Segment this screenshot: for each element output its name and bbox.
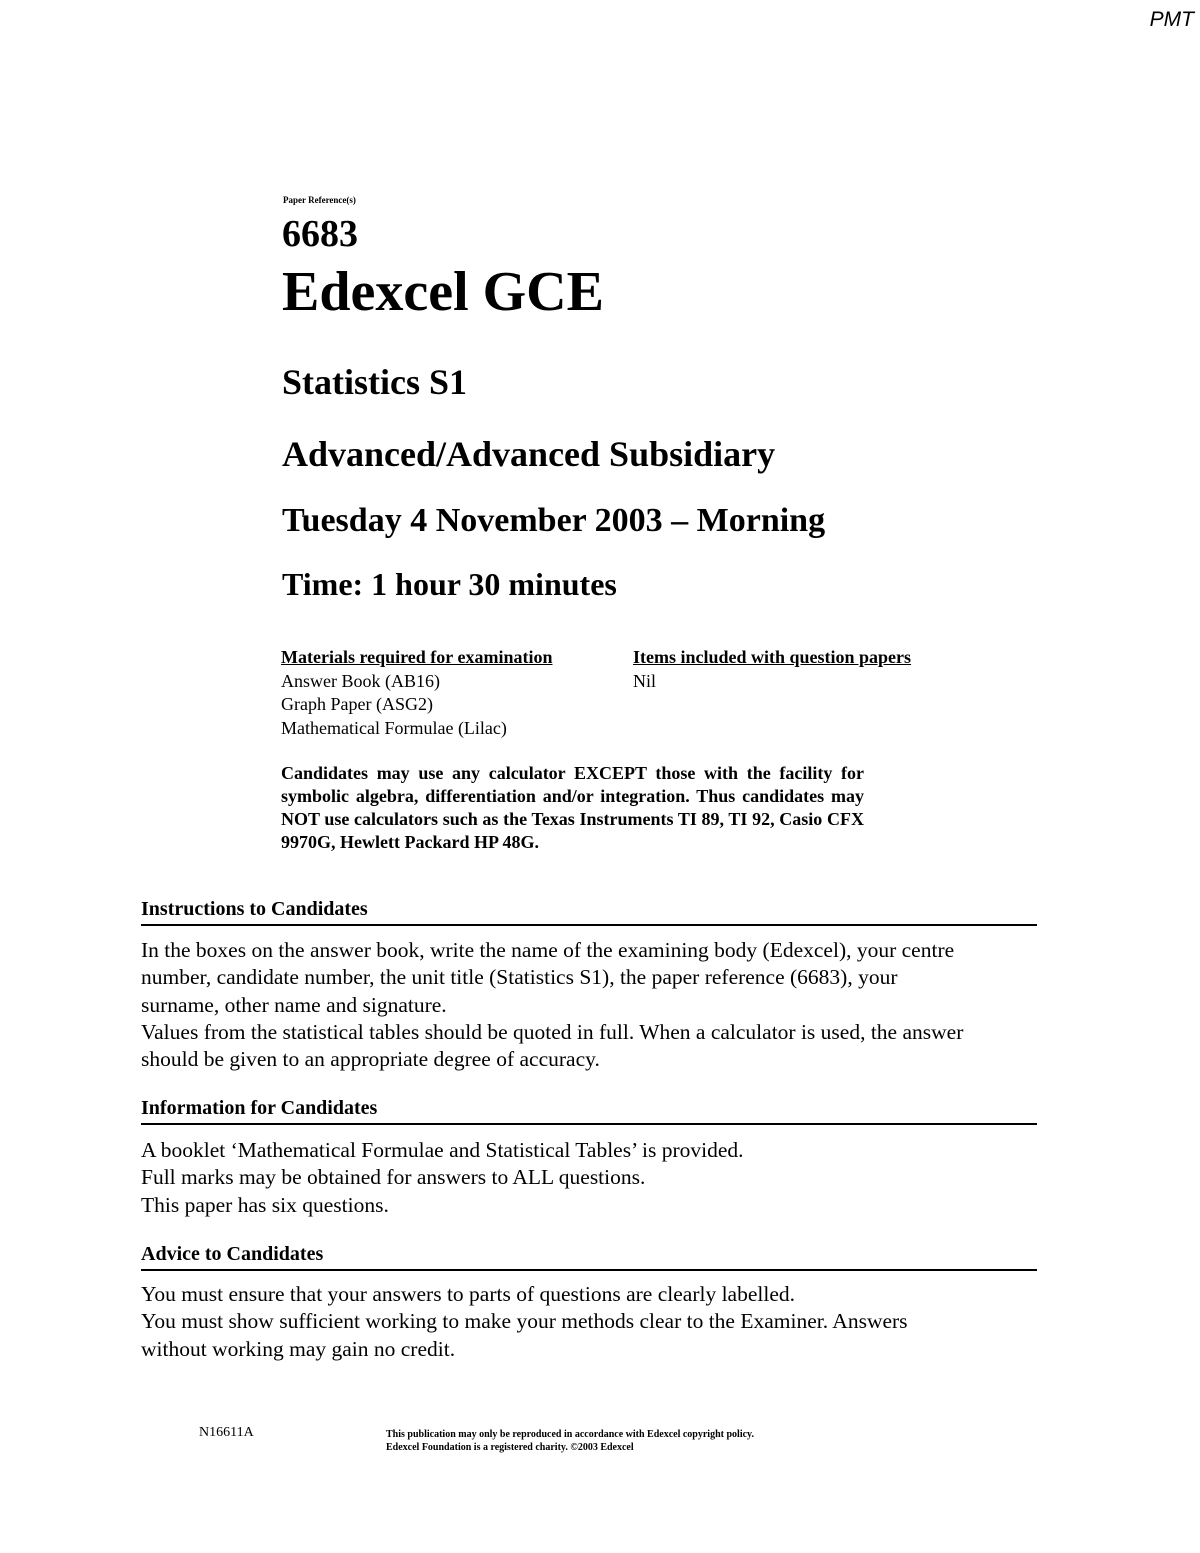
calculator-note: Candidates may use any calculator EXCEPT those with the facility for symbolic algebra, differentiation and/or integration. Thus candidates may NOT use calculators such as the Texas Instruments TI 89, TI 92, Casio CFX 9970G, Hewlett Packard HP 48G. — [281, 763, 864, 852]
exam-duration: Time: 1 hour 30 minutes — [282, 566, 617, 602]
instructions-body — [141, 937, 1051, 1073]
exam-board-title: Edexcel GCE — [282, 261, 604, 323]
items-included-item: Nil — [633, 670, 657, 691]
items-included — [633, 646, 911, 693]
copyright-line: Edexcel Foundation is a registered charity. ©2003 Edexcel — [386, 1442, 634, 1453]
materials-required — [281, 646, 552, 740]
information-body — [141, 1137, 1051, 1219]
advice-body — [141, 1281, 1051, 1363]
paper-code: N16611A — [199, 1425, 254, 1440]
information-line: This paper has six questions. — [141, 1192, 389, 1217]
paper-reference-label: Paper Reference(s) — [283, 195, 356, 205]
instructions-line: In the boxes on the answer book, write the name of the examining body (Edexcel), your centre — [141, 938, 955, 962]
advice-line: without working may gain no credit. — [141, 1336, 456, 1361]
information-heading: Information for Candidates — [141, 1097, 1037, 1125]
instructions-heading: Instructions to Candidates — [141, 898, 1037, 926]
paper-reference-number: 6683 — [282, 213, 358, 255]
instructions-line: number, candidate number, the unit title (Statistics S1), the paper reference (6683), your — [141, 965, 898, 990]
materials-heading: Materials required for examination — [281, 647, 553, 667]
information-line: Full marks may be obtained for answers to ALL questions. — [141, 1165, 646, 1190]
copyright-notice — [386, 1428, 754, 1454]
materials-item: Mathematical Formulae (Lilac) — [281, 717, 507, 738]
pmt-watermark: PMT — [1149, 8, 1194, 31]
copyright-line: This publication may only be reproduced in accordance with Edexcel copyright policy. — [386, 1429, 754, 1440]
level-title: Advanced/Advanced Subsidiary — [282, 434, 776, 474]
materials-item: Graph Paper (ASG2) — [281, 694, 433, 714]
information-line: A booklet ‘Mathematical Formulae and Statistical Tables’ is provided. — [141, 1138, 744, 1162]
instructions-line: Values from the statistical tables should be quoted in full. When a calculator is used, the answer — [141, 1019, 964, 1044]
exam-date: Tuesday 4 November 2003 – Morning — [282, 502, 826, 539]
advice-line: You must ensure that your answers to parts of questions are clearly labelled. — [141, 1282, 796, 1306]
instructions-line: surname, other name and signature. — [141, 992, 447, 1017]
advice-line: You must show sufficient working to make your methods clear to the Examiner. Answers — [141, 1309, 908, 1334]
items-included-heading: Items included with question papers — [633, 647, 912, 667]
instructions-line: should be given to an appropriate degree of accuracy. — [141, 1047, 600, 1072]
materials-item: Answer Book (AB16) — [281, 670, 440, 691]
subject-title: Statistics S1 — [282, 362, 468, 402]
advice-heading: Advice to Candidates — [141, 1243, 1037, 1271]
